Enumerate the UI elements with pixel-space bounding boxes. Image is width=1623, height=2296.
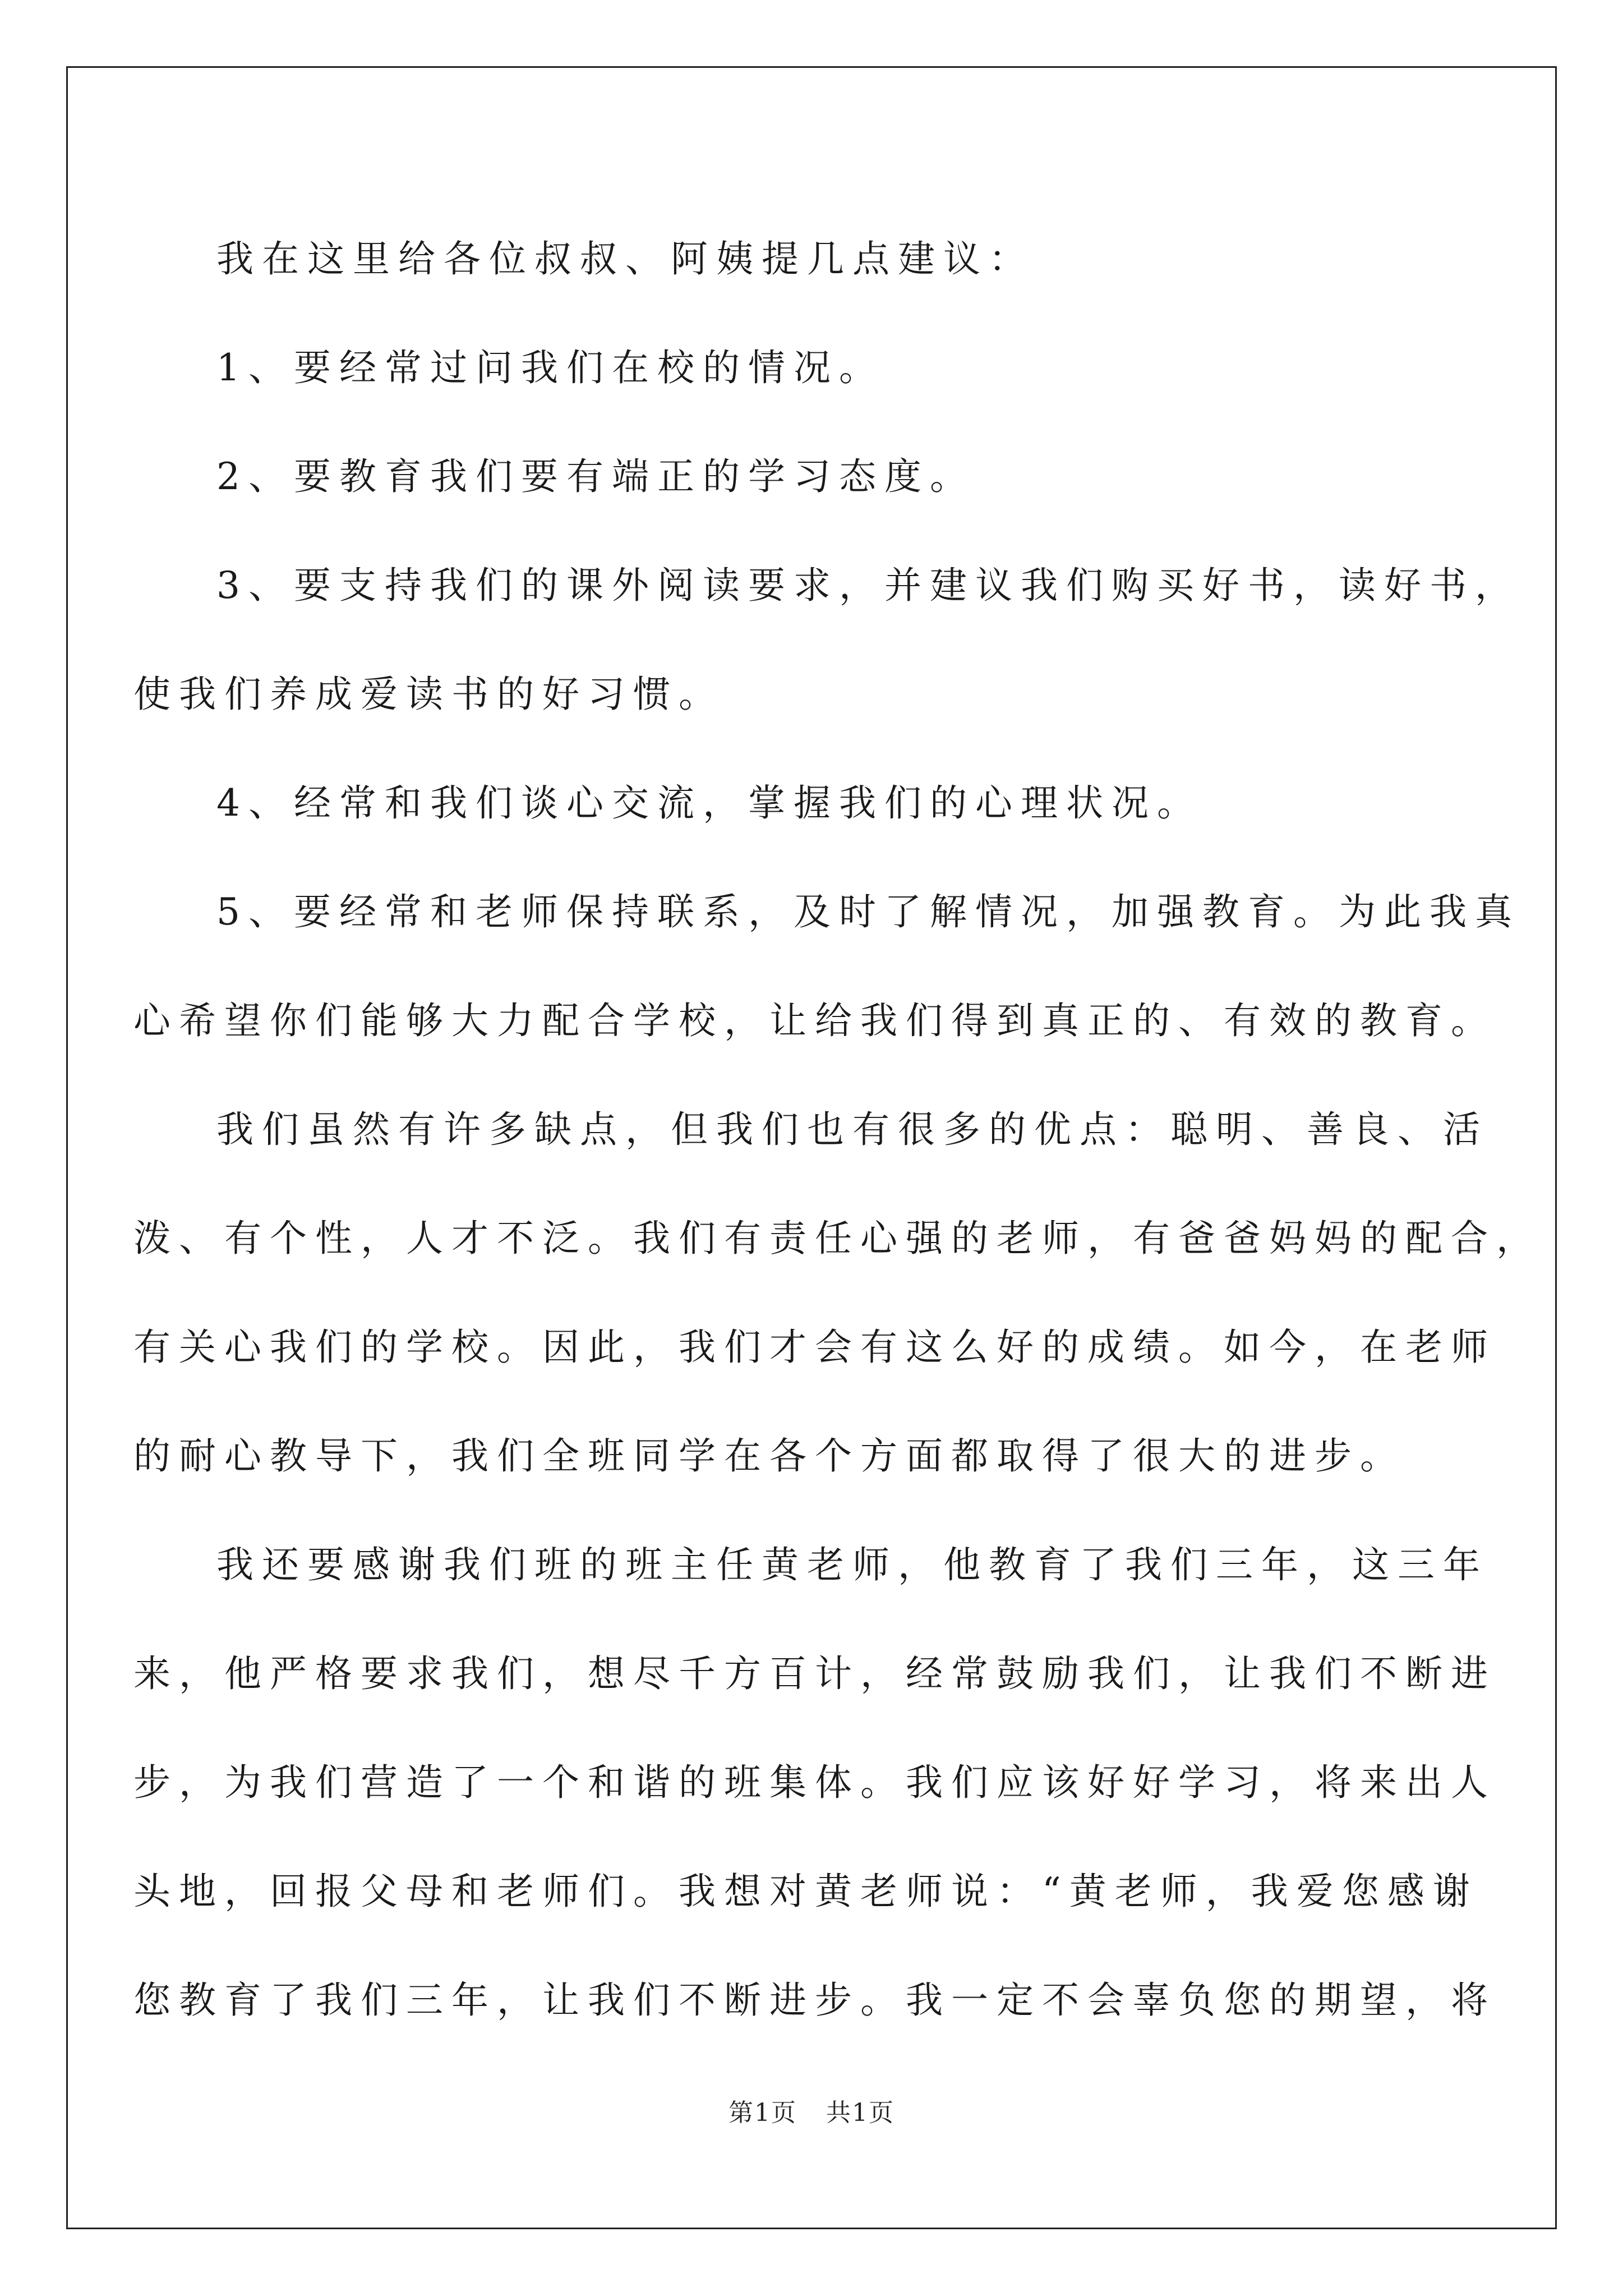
page-number-total: 共1页 xyxy=(826,2099,895,2127)
text-line: 我们虽然有许多缺点，但我们也有很多的优点：聪明、善良、活 xyxy=(216,1108,1488,1151)
paragraph-thanks xyxy=(133,1511,1496,2055)
text-line: 来，他严格要求我们，想尽千方百计，经常鼓励我们，让我们不断进 xyxy=(133,1652,1496,1695)
document-body xyxy=(133,205,1542,2055)
page-number-current: 第1页 xyxy=(728,2099,797,2127)
text-line: 5、要经常和老师保持联系，及时了解情况，加强教育。为此我真 xyxy=(216,890,1520,933)
paragraph-strengths xyxy=(133,1075,1542,1511)
text-line: 头地，回报父母和老师们。我想对黄老师说：“黄老师，我爱您感谢 xyxy=(133,1870,1478,1913)
paragraph-item-4 xyxy=(133,749,1490,858)
text-line: 1、要经常过问我们在校的情况。 xyxy=(216,346,884,389)
text-line: 有关心我们的学校。因此，我们才会有这么好的成绩。如今，在老师 xyxy=(133,1326,1496,1369)
paragraph-item-5 xyxy=(133,858,1520,1075)
page-footer xyxy=(0,2092,1623,2128)
text-line: 步，为我们营造了一个和谐的班集体。我们应该好好学习，将来出人 xyxy=(133,1761,1496,1804)
text-line: 2、要教育我们要有端正的学习态度。 xyxy=(216,455,975,498)
text-line: 泼、有个性，人才不泛。我们有责任心强的老师，有爸爸妈妈的配合， xyxy=(133,1217,1542,1260)
paragraph-item-3 xyxy=(133,531,1520,749)
text-line: 使我们养成爱读书的好习惯。 xyxy=(133,673,724,716)
paragraph-item-2 xyxy=(133,422,1490,531)
text-line: 您教育了我们三年，让我们不断进步。我一定不会辜负您的期望，将 xyxy=(133,1978,1496,2022)
text-line: 心希望你们能够大力配合学校，让给我们得到真正的、有效的教育。 xyxy=(133,999,1496,1042)
paragraph-item-1 xyxy=(133,314,1490,422)
text-line: 我在这里给各位叔叔、阿姨提几点建议： xyxy=(216,237,1034,280)
paragraph-intro xyxy=(133,205,1490,314)
text-line: 的耐心教导下，我们全班同学在各个方面都取得了很大的进步。 xyxy=(133,1434,1405,1478)
text-line: 我还要感谢我们班的班主任黄老师，他教育了我们三年，这三年 xyxy=(216,1543,1488,1586)
text-line: 4、经常和我们谈心交流，掌握我们的心理状况。 xyxy=(216,781,1202,825)
text-line: 3、要支持我们的课外阅读要求，并建议我们购买好书，读好书， xyxy=(216,564,1520,607)
